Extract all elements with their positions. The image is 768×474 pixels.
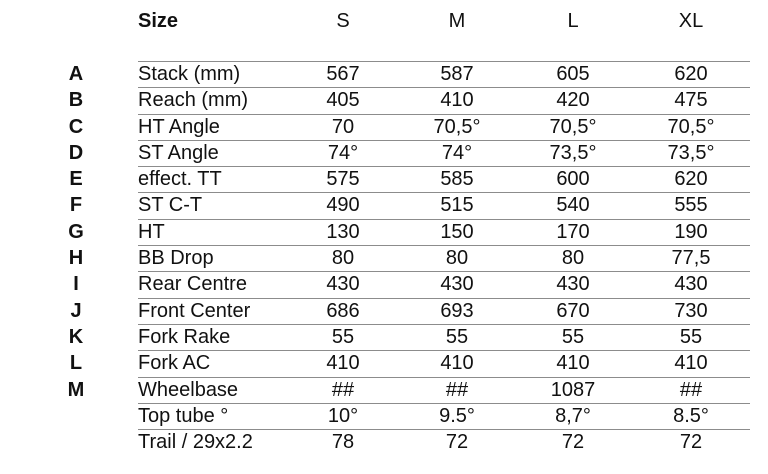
row-label: ST C-T <box>138 194 203 217</box>
row-label: Fork AC <box>138 352 211 375</box>
cell-xl: 190 <box>674 220 708 243</box>
table-row <box>0 61 768 87</box>
cell-m: 410 <box>440 352 474 375</box>
cell-m: 9.5° <box>439 404 475 427</box>
row-label: HT <box>138 220 165 243</box>
cell-m: 693 <box>440 299 474 322</box>
size-header-xl: XL <box>678 10 704 32</box>
row-letter <box>40 403 112 429</box>
table-row <box>0 429 768 455</box>
row-label: HT Angle <box>138 115 220 138</box>
cell-l: 430 <box>556 273 590 296</box>
cell-m: 515 <box>440 194 474 217</box>
cell-l: 540 <box>556 194 590 217</box>
cell-s: 74° <box>327 141 359 164</box>
cell-m: 74° <box>441 141 473 164</box>
cell-l: 70,5° <box>549 115 597 138</box>
cell-l: 73,5° <box>549 141 597 164</box>
table-row <box>0 166 768 192</box>
cell-s: 405 <box>326 89 360 112</box>
cell-l: 420 <box>556 89 590 112</box>
cell-xl: 77,5 <box>671 247 711 270</box>
row-label: Wheelbase <box>138 378 239 401</box>
cell-xl: 70,5° <box>667 115 715 138</box>
table-row <box>0 298 768 324</box>
table-row <box>0 271 768 297</box>
row-letter: D <box>68 141 84 164</box>
table-row <box>0 403 768 429</box>
cell-m: 72 <box>445 431 469 454</box>
row-letter: M <box>67 378 85 401</box>
row-label: ST Angle <box>138 141 219 164</box>
cell-s: ## <box>331 378 355 401</box>
cell-xl: 73,5° <box>667 141 715 164</box>
cell-s: 430 <box>326 273 360 296</box>
cell-s: 55 <box>331 325 355 348</box>
table-row <box>0 377 768 403</box>
row-letter: H <box>68 247 84 270</box>
cell-xl: 410 <box>674 352 708 375</box>
row-label: Trail / 29x2.2 <box>138 431 253 454</box>
cell-xl: 730 <box>674 299 708 322</box>
cell-s: 567 <box>326 63 360 85</box>
cell-xl: 475 <box>674 89 708 112</box>
cell-s: 130 <box>326 220 360 243</box>
row-letter: B <box>68 89 84 112</box>
size-header-s: S <box>336 10 350 32</box>
cell-s: 575 <box>326 168 360 191</box>
cell-l: 8,7° <box>555 404 591 427</box>
table-row <box>0 87 768 113</box>
cell-l: 600 <box>556 168 590 191</box>
table-row <box>0 219 768 245</box>
row-letter: C <box>68 115 84 138</box>
table-row <box>0 245 768 271</box>
cell-xl: 55 <box>679 325 703 348</box>
row-letter <box>40 429 112 455</box>
table-row <box>0 140 768 166</box>
cell-l: 170 <box>556 220 590 243</box>
row-letter: F <box>69 194 83 217</box>
cell-m: 585 <box>440 168 474 191</box>
row-label: Stack (mm) <box>138 63 241 85</box>
table-header-row <box>0 6 768 36</box>
cell-xl: 555 <box>674 194 708 217</box>
cell-s: 70 <box>331 115 355 138</box>
row-label: Front Center <box>138 299 251 322</box>
cell-m: ## <box>445 378 469 401</box>
table-row <box>0 324 768 350</box>
row-label: Reach (mm) <box>138 89 249 112</box>
row-label: effect. TT <box>138 168 222 191</box>
row-letter: L <box>69 352 83 375</box>
cell-s: 80 <box>331 247 355 270</box>
cell-l: 72 <box>561 431 585 454</box>
row-letter: A <box>68 63 84 85</box>
table-body <box>0 61 768 455</box>
cell-s: 490 <box>326 194 360 217</box>
cell-s: 10° <box>327 404 359 427</box>
size-header: Size <box>138 10 179 32</box>
cell-xl: 8.5° <box>673 404 709 427</box>
row-letter: G <box>68 220 84 243</box>
cell-m: 80 <box>445 247 469 270</box>
cell-m: 587 <box>440 63 474 85</box>
table-row <box>0 350 768 376</box>
row-letter: E <box>69 168 83 191</box>
cell-m: 150 <box>440 220 474 243</box>
cell-l: 410 <box>556 352 590 375</box>
cell-l: 55 <box>561 325 585 348</box>
row-label: Rear Centre <box>138 273 247 296</box>
row-letter: K <box>68 325 84 348</box>
row-letter: J <box>70 299 82 322</box>
cell-s: 686 <box>326 299 360 322</box>
table-row <box>0 192 768 218</box>
cell-l: 605 <box>556 63 590 85</box>
cell-s: 410 <box>326 352 360 375</box>
size-header-l: L <box>567 10 579 32</box>
cell-xl: ## <box>679 378 703 401</box>
cell-l: 670 <box>556 299 590 322</box>
table-row <box>0 114 768 140</box>
row-label: BB Drop <box>138 247 214 270</box>
row-label: Fork Rake <box>138 325 231 348</box>
row-letter: I <box>73 273 79 296</box>
cell-s: 78 <box>331 431 355 454</box>
cell-m: 430 <box>440 273 474 296</box>
cell-l: 1087 <box>550 378 596 401</box>
cell-m: 70,5° <box>433 115 481 138</box>
cell-xl: 620 <box>674 168 708 191</box>
size-header-m: M <box>448 10 466 32</box>
cell-xl: 430 <box>674 273 708 296</box>
cell-l: 80 <box>561 247 585 270</box>
cell-xl: 620 <box>674 63 708 85</box>
cell-m: 410 <box>440 89 474 112</box>
cell-m: 55 <box>445 325 469 348</box>
cell-xl: 72 <box>679 431 703 454</box>
row-label: Top tube ° <box>138 404 229 427</box>
